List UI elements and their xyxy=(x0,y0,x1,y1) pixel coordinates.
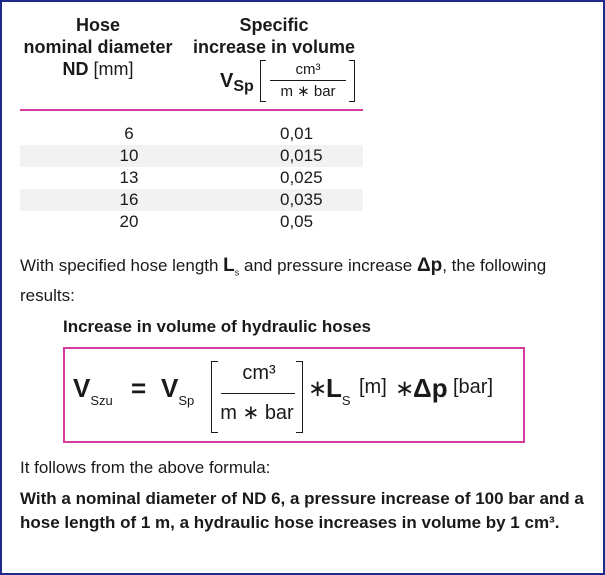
fraction-line xyxy=(221,393,295,394)
unit-numerator: cm³ xyxy=(242,362,276,384)
hose-length-symbol: L xyxy=(223,255,235,276)
nd-value: 6 xyxy=(124,124,134,143)
multiply-sign: ∗ xyxy=(308,375,328,401)
vsp-symbol: $V_{Sp}$ xyxy=(220,70,254,95)
table-row xyxy=(20,145,363,167)
volume-table xyxy=(20,123,363,233)
specific-volume-header xyxy=(186,14,362,58)
nd-value: 16 xyxy=(119,190,139,209)
header-line: increase in volume xyxy=(192,37,356,57)
unit-denominator: m ∗ bar xyxy=(280,83,336,100)
header-line: Hose xyxy=(75,15,120,35)
right-bracket xyxy=(349,60,355,102)
equals-sign: = xyxy=(131,373,147,403)
conclusion-text: With a nominal diameter of ND 6, a pressure increase of 100 bar and a hose length of 1 m, a hydraulic hose increases in volume by 1 cm³. xyxy=(20,489,584,532)
follow-up-text: It follows from the above formula: xyxy=(20,458,271,477)
header-divider xyxy=(20,109,363,111)
delta-p-symbol: Δp xyxy=(413,373,448,403)
pressure-increase-symbol: Δp xyxy=(416,255,443,276)
table-row xyxy=(20,167,363,189)
nd-value: 20 xyxy=(119,212,139,231)
vszu-symbol: $V_{Szu}$ xyxy=(73,373,113,408)
vsp-value: 0,035 xyxy=(170,189,363,211)
nominal-diameter-header xyxy=(17,14,179,80)
ls-symbol: $L_S$ xyxy=(326,373,351,408)
pressure-unit: [bar] xyxy=(453,376,494,398)
header-line: Specific xyxy=(239,15,309,35)
table-row xyxy=(20,189,363,211)
mm-unit: [mm] xyxy=(93,59,134,79)
vsp-value: 0,025 xyxy=(280,168,323,187)
formula-title: Increase in volume of hydraulic hoses xyxy=(63,317,371,336)
multiply-sign: ∗ xyxy=(395,375,415,401)
vsp-value: 0,01 xyxy=(280,124,314,143)
nd-label: ND xyxy=(62,59,89,79)
unit-denominator: m ∗ bar xyxy=(220,402,294,424)
table-row xyxy=(20,211,363,233)
fraction-line xyxy=(270,80,346,81)
header-line: nominal diameter xyxy=(23,37,173,57)
nd-value: 13 xyxy=(119,168,139,187)
unit-numerator: cm³ xyxy=(295,61,321,78)
formula-box xyxy=(63,347,525,443)
vsp-unit-formula xyxy=(220,60,362,104)
intro-paragraph: With specified hose length $L_s$ and pressure increase Δp, the following results: xyxy=(20,255,547,306)
vsp-value: 0,05 xyxy=(280,212,314,231)
table-row xyxy=(20,123,363,145)
left-bracket xyxy=(260,60,266,102)
nd-value: 10 xyxy=(119,146,139,165)
right-bracket xyxy=(296,361,303,433)
vsp-symbol: $V_{Sp}$ xyxy=(161,373,195,408)
vsp-value: 0,015 xyxy=(170,145,363,167)
length-unit: [m] xyxy=(359,376,387,398)
